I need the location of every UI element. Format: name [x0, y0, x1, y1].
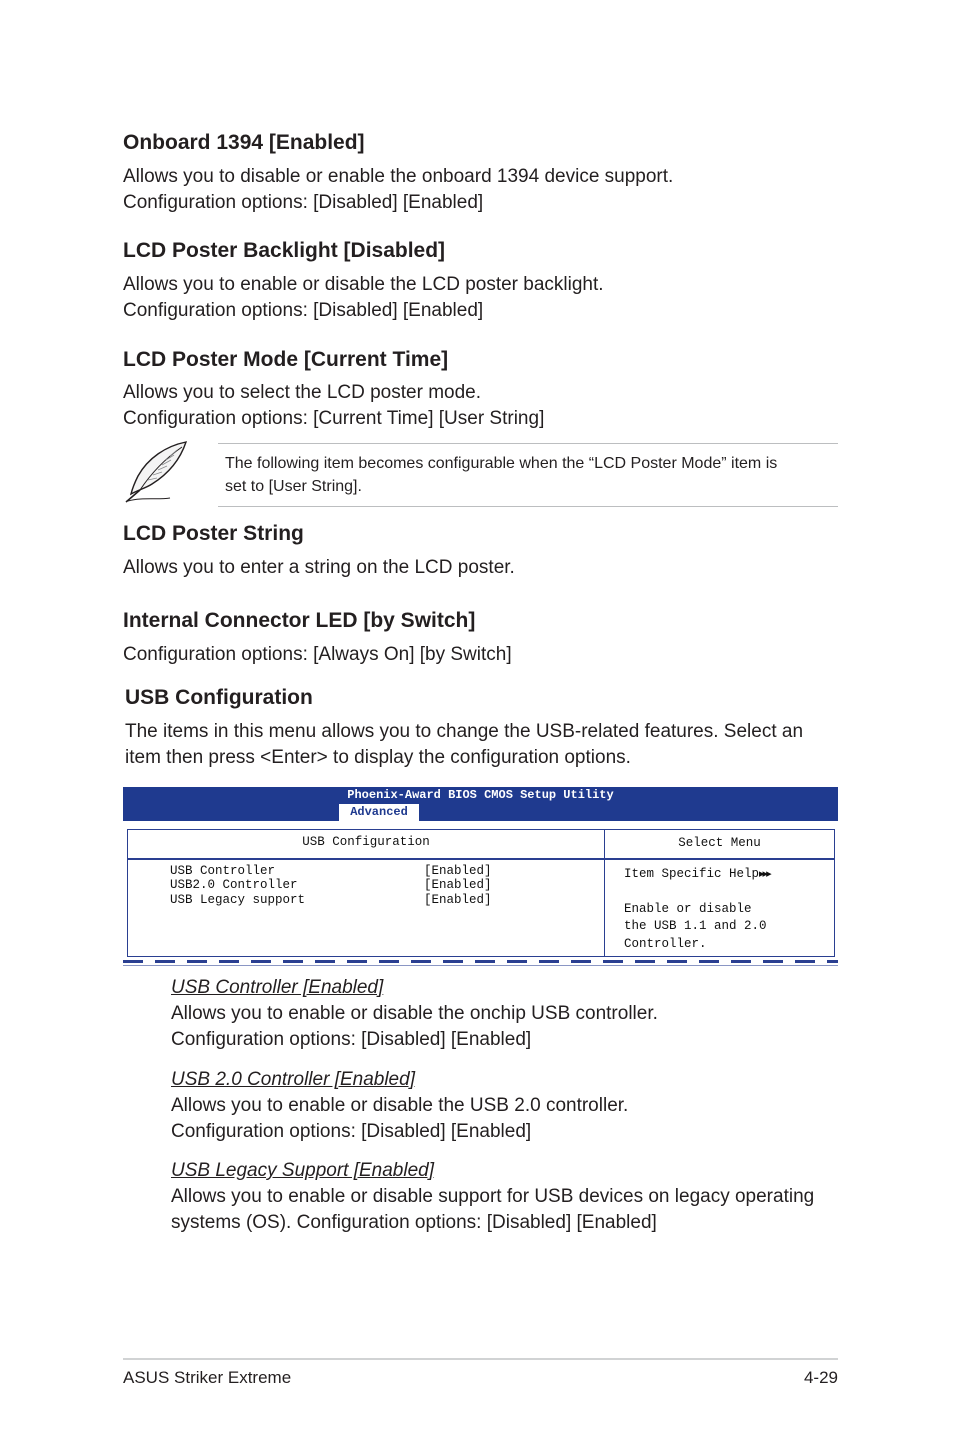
heading-lcd-poster-backlight: LCD Poster Backlight [Disabled] [123, 239, 446, 262]
bios-help-line: Controller. [624, 937, 707, 951]
lcd-string-desc: Allows you to enter a string on the LCD poster. [123, 557, 515, 578]
note-text [225, 452, 835, 498]
lcd-mode-options: Configuration options: [Current Time] [User String] [123, 408, 545, 429]
bios-value-usb-legacy[interactable]: [Enabled] [424, 893, 492, 907]
note-line: The following item becomes configurable when the “LCD Poster Mode” item is [225, 455, 778, 472]
subheading-usb-controller: USB Controller [Enabled] [171, 977, 384, 998]
usb20-controller-desc: Allows you to enable or disable the USB 2.0 controller. [171, 1095, 629, 1116]
subheading-usb20-controller: USB 2.0 Controller [Enabled] [171, 1069, 415, 1090]
bios-item-usb-controller[interactable]: USB Controller [170, 864, 276, 878]
heading-lcd-poster-string: LCD Poster String [123, 522, 304, 545]
bios-help-line: Enable or disable [624, 902, 752, 916]
lcd-mode-desc: Allows you to select the LCD poster mode. [123, 382, 482, 403]
bios-help-line: the USB 1.1 and 2.0 [624, 919, 767, 933]
bios-tab-bar [123, 804, 838, 821]
usb-config-desc-line1: The items in this menu allows you to change the USB-related features. Select an [125, 721, 804, 742]
bios-panel-separator [128, 858, 604, 860]
note-line: set to [User String]. [225, 478, 362, 495]
bios-settings-panel [127, 829, 605, 957]
usb-controller-options: Configuration options: [Disabled] [Enabled] [171, 1029, 532, 1050]
bios-item-usb-legacy[interactable]: USB Legacy support [170, 893, 306, 907]
footer-page-number: 4-29 [803, 1368, 838, 1387]
bios-help-heading [624, 867, 770, 881]
internal-led-options: Configuration options: [Always On] [by Switch] [123, 644, 512, 665]
lcd-backlight-desc: Allows you to enable or disable the LCD poster backlight. [123, 274, 604, 295]
usb20-controller-options: Configuration options: [Disabled] [Enabled] [171, 1121, 532, 1142]
usb-config-desc-line2: item then press <Enter> to display the configuration options. [125, 747, 631, 768]
bios-panel-title: USB Configuration [302, 835, 430, 849]
bios-help-title: Select Menu [678, 836, 761, 850]
bios-tab-advanced[interactable]: Advanced [339, 804, 419, 821]
subheading-usb-legacy-support: USB Legacy Support [Enabled] [171, 1160, 435, 1181]
footer-product-name: ASUS Striker Extreme [123, 1368, 292, 1387]
footer-rule [123, 1358, 838, 1360]
heading-internal-connector-led: Internal Connector LED [by Switch] [123, 609, 476, 632]
usb-legacy-desc-line1: Allows you to enable or disable support for USB devices on legacy operating [171, 1186, 815, 1207]
note-top-rule [218, 443, 838, 444]
quill-pen-icon [122, 440, 190, 504]
lcd-backlight-options: Configuration options: [Disabled] [Enabled] [123, 300, 484, 321]
bios-help-separator [605, 858, 834, 860]
note-bottom-rule [218, 506, 838, 507]
bios-help-heading-text: Item Specific Help [624, 867, 760, 881]
bios-value-usb20-controller[interactable]: [Enabled] [424, 878, 492, 892]
bios-help-panel [605, 829, 835, 957]
heading-lcd-poster-mode: LCD Poster Mode [Current Time] [123, 348, 449, 371]
onboard-1394-options: Configuration options: [Disabled] [Enabled] [123, 192, 484, 213]
bios-item-usb20-controller[interactable]: USB2.0 Controller [170, 878, 298, 892]
onboard-1394-desc: Allows you to disable or enable the onboard 1394 device support. [123, 166, 674, 187]
usb-controller-desc: Allows you to enable or disable the onchip USB controller. [171, 1003, 658, 1024]
heading-onboard-1394: Onboard 1394 [Enabled] [123, 131, 365, 154]
bios-value-usb-controller[interactable]: [Enabled] [424, 864, 492, 878]
bios-bottom-edge [123, 965, 838, 966]
heading-usb-configuration: USB Configuration [125, 686, 313, 709]
bios-title-bar: Phoenix-Award BIOS CMOS Setup Utility [123, 787, 838, 804]
bios-screen [123, 821, 838, 961]
triple-arrow-icon: ▸▸▸ [759, 867, 770, 880]
bios-bottom-dashed-edge [123, 960, 838, 963]
usb-legacy-desc-line2: systems (OS). Configuration options: [Disabled] [Enabled] [171, 1212, 657, 1233]
